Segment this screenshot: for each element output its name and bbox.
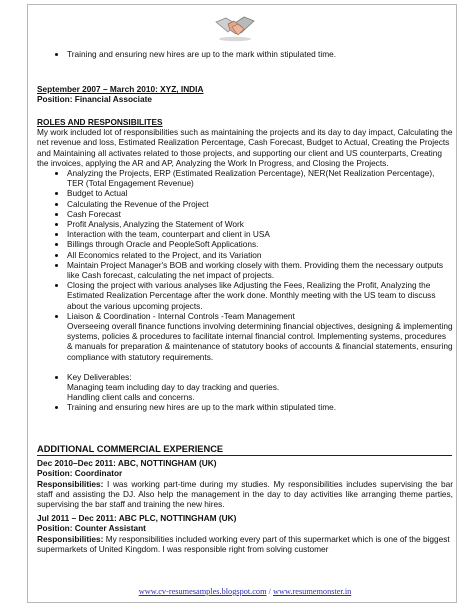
job-b-responsibilities <box>37 534 453 554</box>
list-item: • Billings through Oracle and PeopleSoft Applications. <box>67 239 453 249</box>
handshake-icon <box>214 12 256 42</box>
additional-heading: ADDITIONAL COMMERCIAL EXPERIENCE <box>37 444 452 456</box>
roles-bullet-list <box>37 168 453 413</box>
list-item <box>67 311 453 362</box>
list-item: • Cash Forecast <box>67 209 453 219</box>
deliverables-line: Handling client calls and concerns. <box>67 392 195 403</box>
list-item: • Profit Analysis, Analyzing the Statement of Work <box>67 219 453 229</box>
job1-position: Position: Financial Associate <box>37 94 152 105</box>
job1-section <box>37 84 453 104</box>
list-item <box>67 372 453 403</box>
liaison-title: • Liaison & Coordination - Internal Controls -Team Management <box>67 310 295 321</box>
responsibilities-text: I was working part-time during my studies. My responsibilities includes supervising the bar staff and assisting the DJ. Also help the management in the day to day activities like arranging theme parties, supervising the bar staff and training the new hires. <box>37 478 453 510</box>
responsibilities-label: Responsibilities: <box>37 478 104 489</box>
job-a-position: Position: Coordinator <box>37 468 123 479</box>
list-item: • Analyzing the Projects, ERP (Estimated Realization Percentage), NER(Net Realization Percentage), TER (Total Engagement Revenue) <box>67 168 453 188</box>
job-b-dates: Jul 2011 – Dec 2011: ABC PLC, NOTTINGHAM (UK) <box>37 513 237 524</box>
deliverables-line: Managing team including day to day tracking and queries. <box>67 382 280 393</box>
list-item: • Interaction with the team, counterpart and client in USA <box>67 229 453 239</box>
job-a-dates: Dec 2010–Dec 2011: ABC, NOTTINGHAM (UK) <box>37 458 217 469</box>
footer-separator: / <box>266 587 273 596</box>
list-item: • Closing the project with various analyses like Adjusting the Fees, Realizing the Profit, Analyzing the Estimated Realization Percentage after the work done. Monthly meeting with the US team to discuss about the various upcoming projects. <box>67 280 453 311</box>
list-item: • Training and ensuring new hires are up to the mark within stipulated time. <box>67 402 453 412</box>
footer-link-cv-resumesamples[interactable]: www.cv-resumesamples.blogspot.com <box>138 587 267 596</box>
list-item: • Calculating the Revenue of the Project <box>67 199 453 209</box>
list-item: • Budget to Actual <box>67 188 453 198</box>
job1-roles <box>37 117 453 413</box>
responsibilities-label: Responsibilities: <box>37 533 104 544</box>
deliverables-title: • Key Deliverables: <box>67 371 132 382</box>
responsibilities-text: My responsibilities included working every part of this supermarket which is one of the biggest supermarkets of United Kingdom. I was responsible right from solving customer <box>37 533 450 554</box>
liaison-text: Overseeing overall finance functions involving determining financial objectives, designing & implementing systems, policies & procedures to facilitate internal financial control. Implementing systems, procedures & manuals for preparation & maintenance of statutory books of accounts & financial statements, ensuring compliance with statutory requirements. <box>67 321 453 362</box>
job-b-position: Position: Counter Assistant <box>37 523 146 534</box>
additional-section <box>37 444 453 554</box>
footer-links <box>37 587 453 597</box>
roles-heading: ROLES AND RESPONSIBILITES <box>37 117 163 127</box>
list-item: • Maintain Project Manager's BOB and working closely with them. Providing them the necessary outputs like Cash forecast, calculating the net impact of projects. <box>67 260 453 280</box>
job-a-responsibilities <box>37 479 453 510</box>
top-bullet-list <box>37 49 467 59</box>
list-item: • All Economics related to the Project, and its Variation <box>67 250 453 260</box>
list-item: • Training and ensuring new hires are up to the mark within stipulated time. <box>67 49 467 59</box>
roles-intro: My work included lot of responsibilities such as maintaining the projects and its day to day impact, Calculating the net revenue and loss, Estimated Realization Percentage, Cash Forecast, Budget to Actual, Creating the Projects and Maintaining all activates related to those projects, and supporting our client and US counterparts, Creating the invoices, applying the AR and AP, Analyzing the Work In Progress, and Closing the Projects. <box>37 127 453 168</box>
footer-link-resumemonster[interactable]: www.resumemonster.in <box>273 587 352 596</box>
job1-dates: September 2007 – March 2010: XYZ, INDIA <box>37 84 204 94</box>
